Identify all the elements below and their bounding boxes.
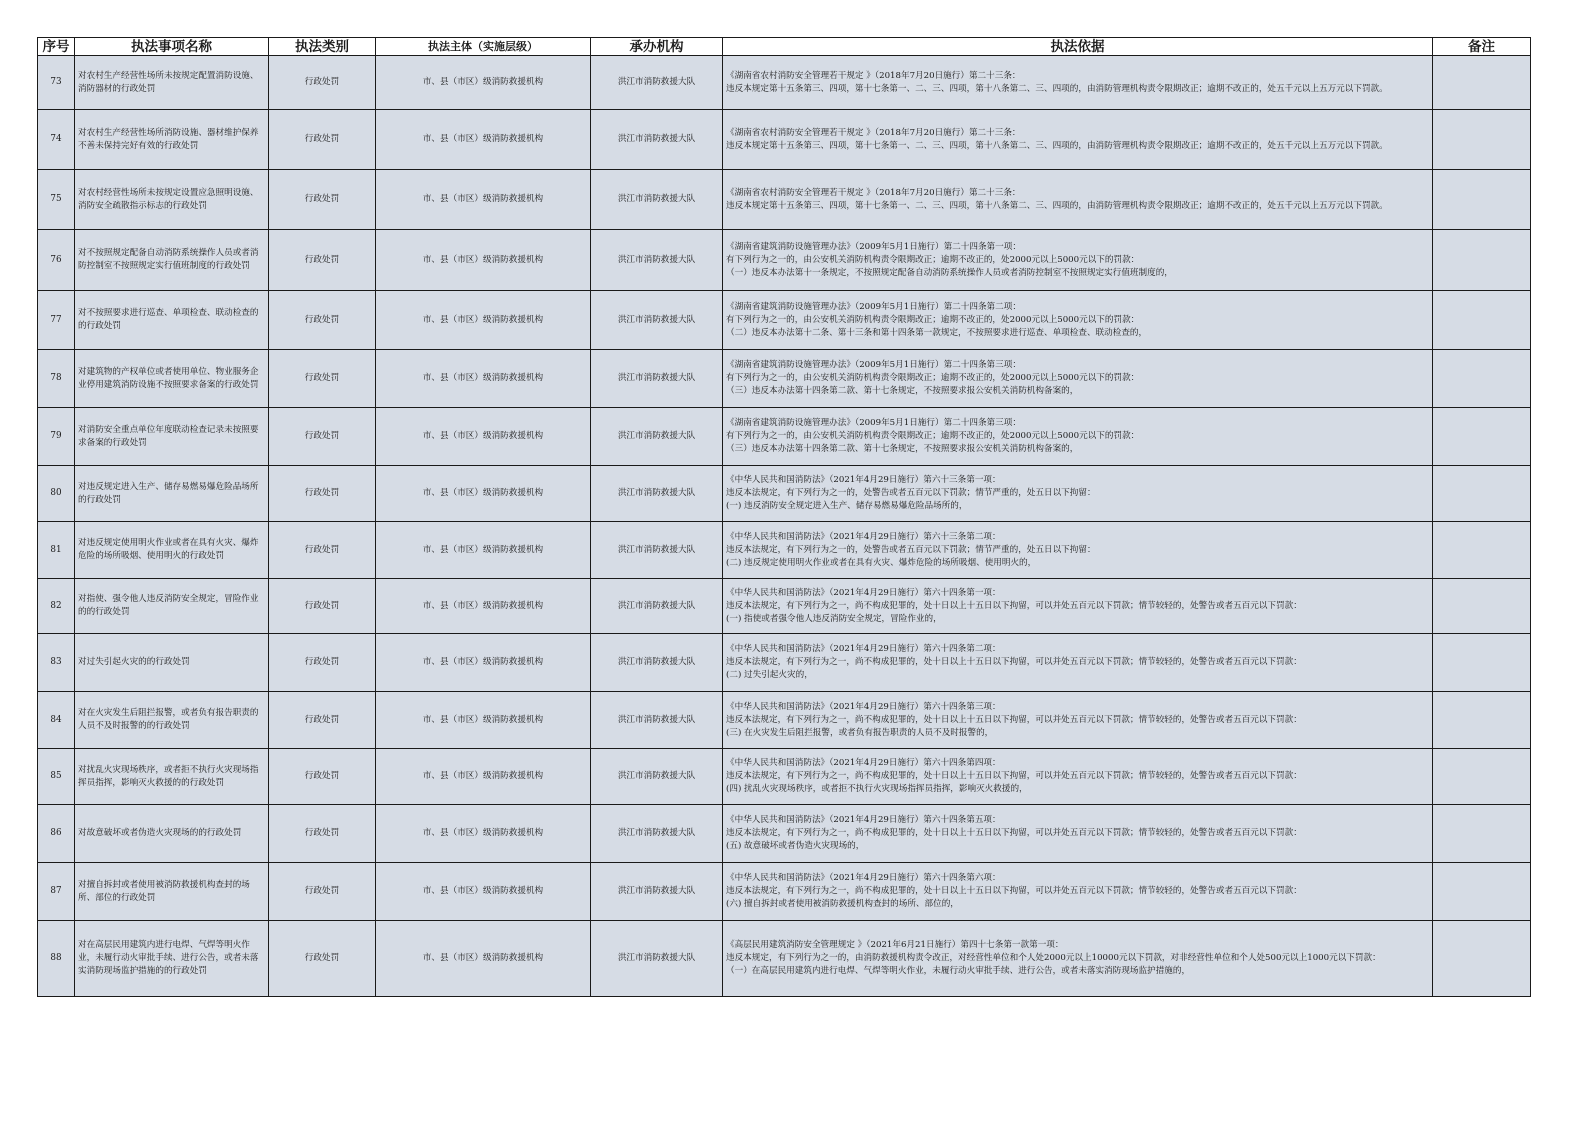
row-agency: 洪江市消防救援大队	[591, 466, 723, 522]
row-agency: 洪江市消防救援大队	[591, 749, 723, 805]
row-item-name: 对故意破坏或者伪造火灾现场的的行政处罚	[75, 805, 269, 863]
row-number: 73	[38, 56, 75, 110]
header-basis: 执法依据	[723, 38, 1433, 56]
row-basis	[723, 56, 1433, 110]
basis-line: 《中华人民共和国消防法》（2021年4月29日施行）第六十三条第二项：	[726, 531, 1001, 542]
table-row	[38, 170, 1531, 230]
table-row	[38, 230, 1531, 291]
row-category: 行政处罚	[269, 466, 376, 522]
row-agency: 洪江市消防救援大队	[591, 291, 723, 350]
table-row	[38, 921, 1531, 997]
basis-line: 违反本法规定，有下列行为之一，尚不构成犯罪的，处十日以上十五日以下拘留，可以并处五百元以下罚款；情节较轻的，处警告或者五百元以下罚款：	[726, 600, 1302, 611]
row-agency: 洪江市消防救援大队	[591, 863, 723, 921]
row-subject: 市、县（市区）级消防救援机构	[376, 408, 591, 466]
row-subject: 市、县（市区）级消防救援机构	[376, 56, 591, 110]
basis-line: 违反本法规定，有下列行为之一的，处警告或者五百元以下罚款；情节严重的，处五日以下拘留：	[726, 488, 1096, 498]
basis-line: （一）在高层民用建筑内进行电焊、气焊等明火作业，未履行动火审批手续、进行公告，或者未落实消防现场监护措施的，	[726, 966, 1191, 976]
basis-line: 《湖南省建筑消防设施管理办法》（2009年5月1日施行）第二十四条第二项：	[726, 301, 1021, 312]
table-row	[38, 522, 1531, 579]
row-number: 75	[38, 170, 75, 230]
row-agency: 洪江市消防救援大队	[591, 56, 723, 110]
row-note	[1433, 863, 1531, 921]
table-row	[38, 805, 1531, 863]
basis-line: 《湖南省建筑消防设施管理办法》（2009年5月1日施行）第二十四条第一项：	[726, 241, 1021, 252]
row-number: 82	[38, 579, 75, 634]
header-agency: 承办机构	[591, 38, 723, 56]
row-note	[1433, 749, 1531, 805]
row-item-name: 对农村经营性场所未按规定设置应急照明设施、消防安全疏散指示标志的行政处罚	[75, 170, 269, 230]
row-agency: 洪江市消防救援大队	[591, 805, 723, 863]
row-number: 77	[38, 291, 75, 350]
basis-line: 《中华人民共和国消防法》（2021年4月29日施行）第六十四条第一项：	[726, 587, 1001, 598]
basis-line: 违反本法规定，有下列行为之一的，处警告或者五百元以下罚款；情节严重的，处五日以下拘留：	[726, 544, 1096, 555]
row-subject: 市、县（市区）级消防救援机构	[376, 466, 591, 522]
header-no: 序号	[38, 38, 75, 56]
header-note: 备注	[1433, 38, 1531, 56]
row-item-name: 对消防安全重点单位年度联动检查记录未按照要求备案的行政处罚	[75, 408, 269, 466]
row-subject: 市、县（市区）级消防救援机构	[376, 522, 591, 579]
row-number: 84	[38, 692, 75, 749]
row-basis	[723, 749, 1433, 805]
row-basis	[723, 863, 1433, 921]
row-category: 行政处罚	[269, 522, 376, 579]
row-subject: 市、县（市区）级消防救援机构	[376, 350, 591, 408]
row-category: 行政处罚	[269, 805, 376, 863]
row-number: 88	[38, 921, 75, 997]
row-item-name: 对指使、强令他人违反消防安全规定，冒险作业的的行政处罚	[75, 579, 269, 634]
basis-line: 违反本规定第十五条第三、四项，第十七条第一、二、三、四项，第十八条第二、三、四项的，由消防管理机构责令限期改正；逾期不改正的，处五千元以上五万元以下罚款。	[726, 83, 1388, 94]
basis-line: 《高层民用建筑消防安全管理规定 》（2021年6月21日施行）第四十七条第一款第一项：	[726, 940, 1064, 950]
row-subject: 市、县（市区）级消防救援机构	[376, 692, 591, 749]
row-note	[1433, 522, 1531, 579]
basis-line: (三) 在火灾发生后阻拦报警，或者负有报告职责的人员不及时报警的，	[726, 727, 994, 738]
row-basis	[723, 110, 1433, 170]
basis-line: 违反本法规定，有下列行为之一，尚不构成犯罪的，处十日以上十五日以下拘留，可以并处五百元以下罚款；情节较轻的，处警告或者五百元以下罚款：	[726, 657, 1302, 667]
row-agency: 洪江市消防救援大队	[591, 408, 723, 466]
basis-line: 《中华人民共和国消防法》（2021年4月29日施行）第六十四条第六项：	[726, 873, 1001, 883]
row-category: 行政处罚	[269, 634, 376, 692]
basis-line: (四) 扰乱火灾现场秩序，或者拒不执行火灾现场指挥员指挥，影响灭火救援的，	[726, 784, 1028, 794]
row-subject: 市、县（市区）级消防救援机构	[376, 863, 591, 921]
row-subject: 市、县（市区）级消防救援机构	[376, 110, 591, 170]
row-basis	[723, 230, 1433, 291]
row-category: 行政处罚	[269, 408, 376, 466]
table-row	[38, 110, 1531, 170]
row-basis	[723, 579, 1433, 634]
table-body	[38, 56, 1531, 997]
row-note	[1433, 110, 1531, 170]
row-item-name: 对不按照要求进行巡查、单项检查、联动检查的的行政处罚	[75, 291, 269, 350]
basis-line: 违反本法规定，有下列行为之一，尚不构成犯罪的，处十日以上十五日以下拘留，可以并处五百元以下罚款；情节较轻的，处警告或者五百元以下罚款：	[726, 886, 1302, 896]
row-basis	[723, 805, 1433, 863]
row-note	[1433, 56, 1531, 110]
row-agency: 洪江市消防救援大队	[591, 170, 723, 230]
row-number: 79	[38, 408, 75, 466]
header-row	[38, 38, 1531, 56]
basis-line: 违反本法规定，有下列行为之一，尚不构成犯罪的，处十日以上十五日以下拘留，可以并处五百元以下罚款；情节较轻的，处警告或者五百元以下罚款：	[726, 828, 1302, 838]
table-row	[38, 291, 1531, 350]
row-category: 行政处罚	[269, 863, 376, 921]
table-row	[38, 56, 1531, 110]
row-agency: 洪江市消防救援大队	[591, 579, 723, 634]
table-row	[38, 863, 1531, 921]
row-category: 行政处罚	[269, 230, 376, 291]
row-number: 83	[38, 634, 75, 692]
row-subject: 市、县（市区）级消防救援机构	[376, 805, 591, 863]
row-subject: 市、县（市区）级消防救援机构	[376, 230, 591, 291]
header-subject: 执法主体（实施层级）	[376, 38, 591, 56]
basis-line: 《中华人民共和国消防法》（2021年4月29日施行）第六十四条第五项：	[726, 815, 1001, 825]
row-item-name: 对在高层民用建筑内进行电焊、气焊等明火作业，未履行动火审批手续、进行公告，或者未落实消防现场监护措施的的行政处罚	[75, 921, 269, 997]
row-agency: 洪江市消防救援大队	[591, 692, 723, 749]
header-name: 执法事项名称	[75, 38, 269, 56]
basis-line: 《中华人民共和国消防法》（2021年4月29日施行）第六十三条第一项：	[726, 475, 1001, 485]
row-item-name: 对建筑物的产权单位或者使用单位、物业服务企业停用建筑消防设施不按照要求备案的行政处罚	[75, 350, 269, 408]
basis-line: 有下列行为之一的，由公安机关消防机构责令限期改正；逾期不改正的，处2000元以上5000元以下的罚款：	[726, 373, 1140, 383]
row-agency: 洪江市消防救援大队	[591, 522, 723, 579]
basis-line: 《湖南省建筑消防设施管理办法》（2009年5月1日施行）第二十四条第三项：	[726, 418, 1021, 428]
row-note	[1433, 634, 1531, 692]
row-category: 行政处罚	[269, 692, 376, 749]
row-subject: 市、县（市区）级消防救援机构	[376, 170, 591, 230]
row-note	[1433, 805, 1531, 863]
basis-line: 违反本法规定，有下列行为之一，尚不构成犯罪的，处十日以上十五日以下拘留，可以并处五百元以下罚款；情节较轻的，处警告或者五百元以下罚款：	[726, 714, 1302, 725]
row-subject: 市、县（市区）级消防救援机构	[376, 921, 591, 997]
row-category: 行政处罚	[269, 170, 376, 230]
row-category: 行政处罚	[269, 579, 376, 634]
row-number: 80	[38, 466, 75, 522]
row-category: 行政处罚	[269, 291, 376, 350]
row-basis	[723, 350, 1433, 408]
row-item-name: 对违反规定使用明火作业或者在具有火灾、爆炸危险的场所吸烟、使用明火的行政处罚	[75, 522, 269, 579]
row-number: 86	[38, 805, 75, 863]
row-item-name: 对农村生产经营性场所未按规定配置消防设施、消防器材的行政处罚	[75, 56, 269, 110]
row-note	[1433, 408, 1531, 466]
row-item-name: 对农村生产经营性场所消防设施、器材维护保养不善未保持完好有效的行政处罚	[75, 110, 269, 170]
basis-line: (二) 过失引起火灾的，	[726, 670, 813, 680]
basis-line: (二) 违反规定使用明火作业或者在具有火灾、爆炸危险的场所吸烟、使用明火的，	[726, 557, 1037, 568]
table-row	[38, 466, 1531, 522]
row-subject: 市、县（市区）级消防救援机构	[376, 749, 591, 805]
basis-line: 违反本规定第十五条第三、四项，第十七条第一、二、三、四项，第十八条第二、三、四项的，由消防管理机构责令限期改正；逾期不改正的，处五千元以上五万元以下罚款。	[726, 200, 1388, 211]
row-note	[1433, 170, 1531, 230]
basis-line: （三）违反本办法第十四条第二款、第十七条规定，不按照要求报公安机关消防机构备案的，	[726, 386, 1079, 396]
row-subject: 市、县（市区）级消防救援机构	[376, 291, 591, 350]
row-agency: 洪江市消防救援大队	[591, 634, 723, 692]
basis-line: (六) 擅自拆封或者使用被消防救援机构查封的场所、部位的，	[726, 899, 959, 909]
basis-line: 《中华人民共和国消防法》（2021年4月29日施行）第六十四条第四项：	[726, 758, 1001, 768]
row-number: 78	[38, 350, 75, 408]
row-number: 74	[38, 110, 75, 170]
row-category: 行政处罚	[269, 921, 376, 997]
row-agency: 洪江市消防救援大队	[591, 230, 723, 291]
basis-line: 违反本规定，有下列行为之一的，由消防救援机构责令改正，对经营性单位和个人处2000元以上10000元以下罚款，对非经营性单位和个人处500元以上1000元以下罚款：	[726, 953, 1381, 963]
basis-line: 有下列行为之一的，由公安机关消防机构责令限期改正；逾期不改正的，处2000元以上5000元以下的罚款：	[726, 431, 1140, 441]
row-basis	[723, 634, 1433, 692]
basis-line: (一) 指使或者强令他人违反消防安全规定，冒险作业的，	[726, 613, 942, 624]
row-category: 行政处罚	[269, 110, 376, 170]
row-basis	[723, 466, 1433, 522]
table-row	[38, 634, 1531, 692]
row-item-name: 对过失引起火灾的的行政处罚	[75, 634, 269, 692]
row-agency: 洪江市消防救援大队	[591, 921, 723, 997]
basis-line: （三）违反本办法第十四条第二款、第十七条规定，不按照要求报公安机关消防机构备案的，	[726, 444, 1079, 454]
row-note	[1433, 291, 1531, 350]
basis-line: 《湖南省农村消防安全管理若干规定 》（2018年7月20日施行）第二十三条：	[726, 187, 1021, 198]
basis-line: 《湖南省农村消防安全管理若干规定 》（2018年7月20日施行）第二十三条：	[726, 127, 1021, 138]
row-category: 行政处罚	[269, 749, 376, 805]
row-category: 行政处罚	[269, 350, 376, 408]
table-row	[38, 408, 1531, 466]
row-item-name: 对擅自拆封或者使用被消防救援机构查封的场所、部位的行政处罚	[75, 863, 269, 921]
basis-line: 有下列行为之一的，由公安机关消防机构责令限期改正；逾期不改正的，处2000元以上5000元以下的罚款：	[726, 254, 1140, 265]
row-basis	[723, 408, 1433, 466]
row-basis	[723, 522, 1433, 579]
basis-line: （一）违反本办法第十一条规定，不按照规定配备自动消防系统操作人员或者消防控制室不按照规定实行值班制度的，	[726, 267, 1173, 278]
row-item-name: 对不按照规定配备自动消防系统操作人员或者消防控制室不按照规定实行值班制度的行政处罚	[75, 230, 269, 291]
row-number: 76	[38, 230, 75, 291]
row-number: 85	[38, 749, 75, 805]
row-item-name: 对在火灾发生后阻拦报警，或者负有报告职责的人员不及时报警的的行政处罚	[75, 692, 269, 749]
row-subject: 市、县（市区）级消防救援机构	[376, 634, 591, 692]
row-agency: 洪江市消防救援大队	[591, 350, 723, 408]
header-category: 执法类别	[269, 38, 376, 56]
row-agency: 洪江市消防救援大队	[591, 110, 723, 170]
row-basis	[723, 170, 1433, 230]
table-row	[38, 749, 1531, 805]
row-note	[1433, 230, 1531, 291]
row-category: 行政处罚	[269, 56, 376, 110]
basis-line: (五) 故意破坏或者伪造火灾现场的，	[726, 841, 865, 851]
row-number: 81	[38, 522, 75, 579]
row-note	[1433, 466, 1531, 522]
basis-line: 《中华人民共和国消防法》（2021年4月29日施行）第六十四条第三项：	[726, 701, 1001, 712]
row-subject: 市、县（市区）级消防救援机构	[376, 579, 591, 634]
table-row	[38, 692, 1531, 749]
row-item-name: 对违反规定进入生产、储存易燃易爆危险品场所的行政处罚	[75, 466, 269, 522]
enforcement-table	[37, 37, 1531, 997]
row-basis	[723, 692, 1433, 749]
basis-line: (一) 违反消防安全规定进入生产、储存易燃易爆危险品场所的，	[726, 501, 968, 511]
table-row	[38, 579, 1531, 634]
basis-line: 《中华人民共和国消防法》（2021年4月29日施行）第六十四条第二项：	[726, 644, 1001, 654]
row-note	[1433, 921, 1531, 997]
row-basis	[723, 291, 1433, 350]
row-note	[1433, 350, 1531, 408]
row-note	[1433, 692, 1531, 749]
basis-line: 《湖南省农村消防安全管理若干规定 》（2018年7月20日施行）第二十三条：	[726, 70, 1021, 81]
table-row	[38, 350, 1531, 408]
row-number: 87	[38, 863, 75, 921]
basis-line: 违反本法规定，有下列行为之一，尚不构成犯罪的，处十日以上十五日以下拘留，可以并处五百元以下罚款；情节较轻的，处警告或者五百元以下罚款：	[726, 771, 1302, 781]
row-basis	[723, 921, 1433, 997]
row-note	[1433, 579, 1531, 634]
basis-line: 《湖南省建筑消防设施管理办法》（2009年5月1日施行）第二十四条第三项：	[726, 360, 1021, 370]
basis-line: 违反本规定第十五条第三、四项，第十七条第一、二、三、四项，第十八条第二、三、四项的，由消防管理机构责令限期改正；逾期不改正的，处五千元以上五万元以下罚款。	[726, 140, 1388, 151]
basis-line: 有下列行为之一的，由公安机关消防机构责令限期改正；逾期不改正的，处2000元以上5000元以下的罚款：	[726, 314, 1140, 325]
row-item-name: 对扰乱火灾现场秩序，或者拒不执行火灾现场指挥员指挥，影响灭火救援的的行政处罚	[75, 749, 269, 805]
basis-line: （二）违反本办法第十二条、第十三条和第十四条第一款规定，不按照要求进行巡查、单项检查、联动检查的，	[726, 327, 1148, 338]
